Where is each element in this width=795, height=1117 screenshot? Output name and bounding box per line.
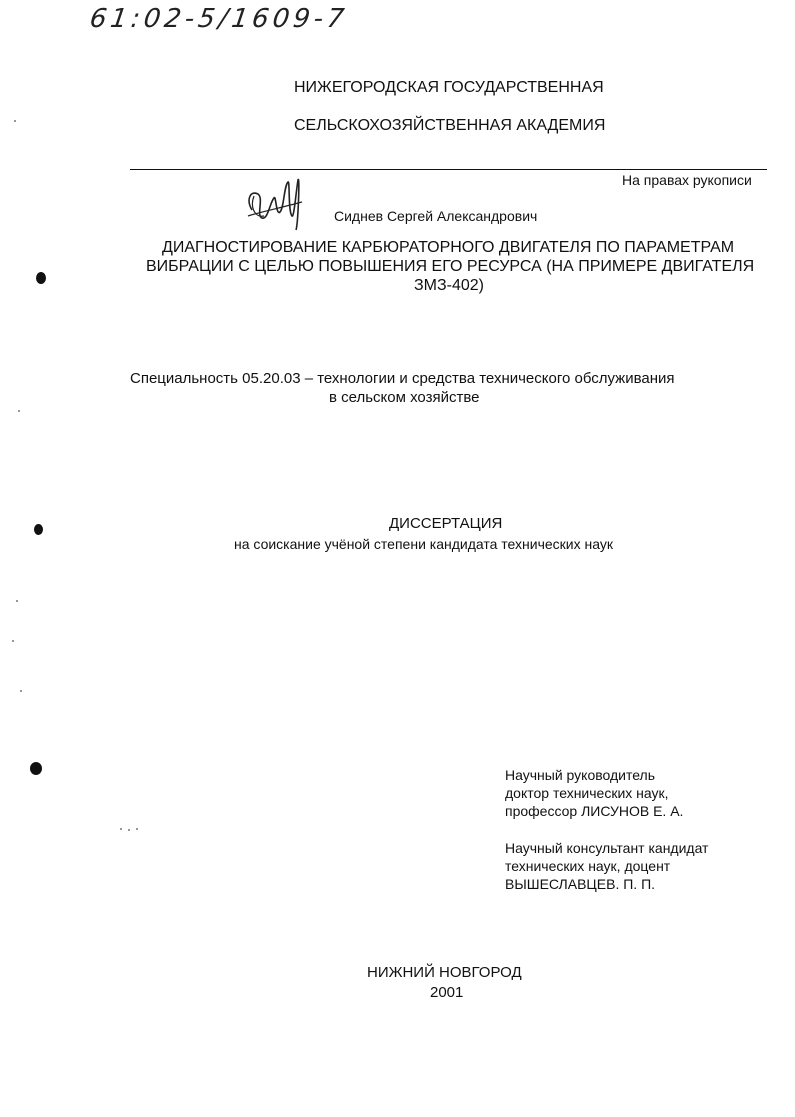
- consultant-line2: технических наук, доцент: [505, 858, 671, 874]
- specialty-line2: в сельском хозяйстве: [329, 389, 480, 406]
- footer-city: НИЖНИЙ НОВГОРОД: [367, 964, 522, 981]
- specialty-line1: Специальность 05.20.03 – технологии и средства технического обслуживания: [130, 370, 675, 387]
- header-rule: [130, 169, 767, 170]
- academy-name-line1: НИЖЕГОРОДСКАЯ ГОСУДАРСТВЕННАЯ: [294, 79, 604, 96]
- title-line1: ДИАГНОСТИРОВАНИЕ КАРБЮРАТОРНОГО ДВИГАТЕЛЯ ПО ПАРАМЕТРАМ: [162, 239, 735, 256]
- scan-dot: [12, 640, 14, 642]
- supervisor-line2: доктор технических наук,: [505, 785, 669, 801]
- signature-scribble: [240, 172, 310, 234]
- scan-dot: [136, 828, 138, 830]
- scan-speck: [30, 762, 42, 775]
- scan-speck: [36, 272, 46, 284]
- scan-dot: [14, 120, 16, 122]
- scan-dot: [18, 410, 20, 412]
- scan-dot: [120, 828, 122, 830]
- supervisor-line3: профессор ЛИСУНОВ Е. А.: [505, 803, 684, 819]
- academy-name-line2: СЕЛЬСКОХОЗЯЙСТВЕННАЯ АКАДЕМИЯ: [294, 117, 606, 134]
- title-line3: ЗМЗ-402): [414, 277, 485, 294]
- author-name: Сиднев Сергей Александрович: [334, 208, 538, 224]
- consultant-line1: Научный консультант кандидат: [505, 840, 709, 856]
- dissertation-subheading: на соискание учёной степени кандидата технических наук: [234, 536, 613, 552]
- consultant-line3: ВЫШЕСЛАВЦЕВ. П. П.: [505, 876, 656, 892]
- scan-speck: [34, 524, 43, 535]
- supervisor-line1: Научный руководитель: [505, 767, 656, 783]
- dissertation-heading: ДИССЕРТАЦИЯ: [389, 515, 503, 532]
- footer-year: 2001: [430, 984, 464, 1001]
- handwritten-code: 61:02-5/1609-7: [87, 4, 350, 34]
- manuscript-rights: На правах рукописи: [622, 172, 752, 188]
- scan-dot: [16, 600, 18, 602]
- title-line2: ВИБРАЦИИ С ЦЕЛЬЮ ПОВЫШЕНИЯ ЕГО РЕСУРСА (НА ПРИМЕРЕ ДВИГАТЕЛЯ: [146, 258, 755, 275]
- scan-dot: [128, 829, 130, 831]
- scan-dot: [20, 690, 22, 692]
